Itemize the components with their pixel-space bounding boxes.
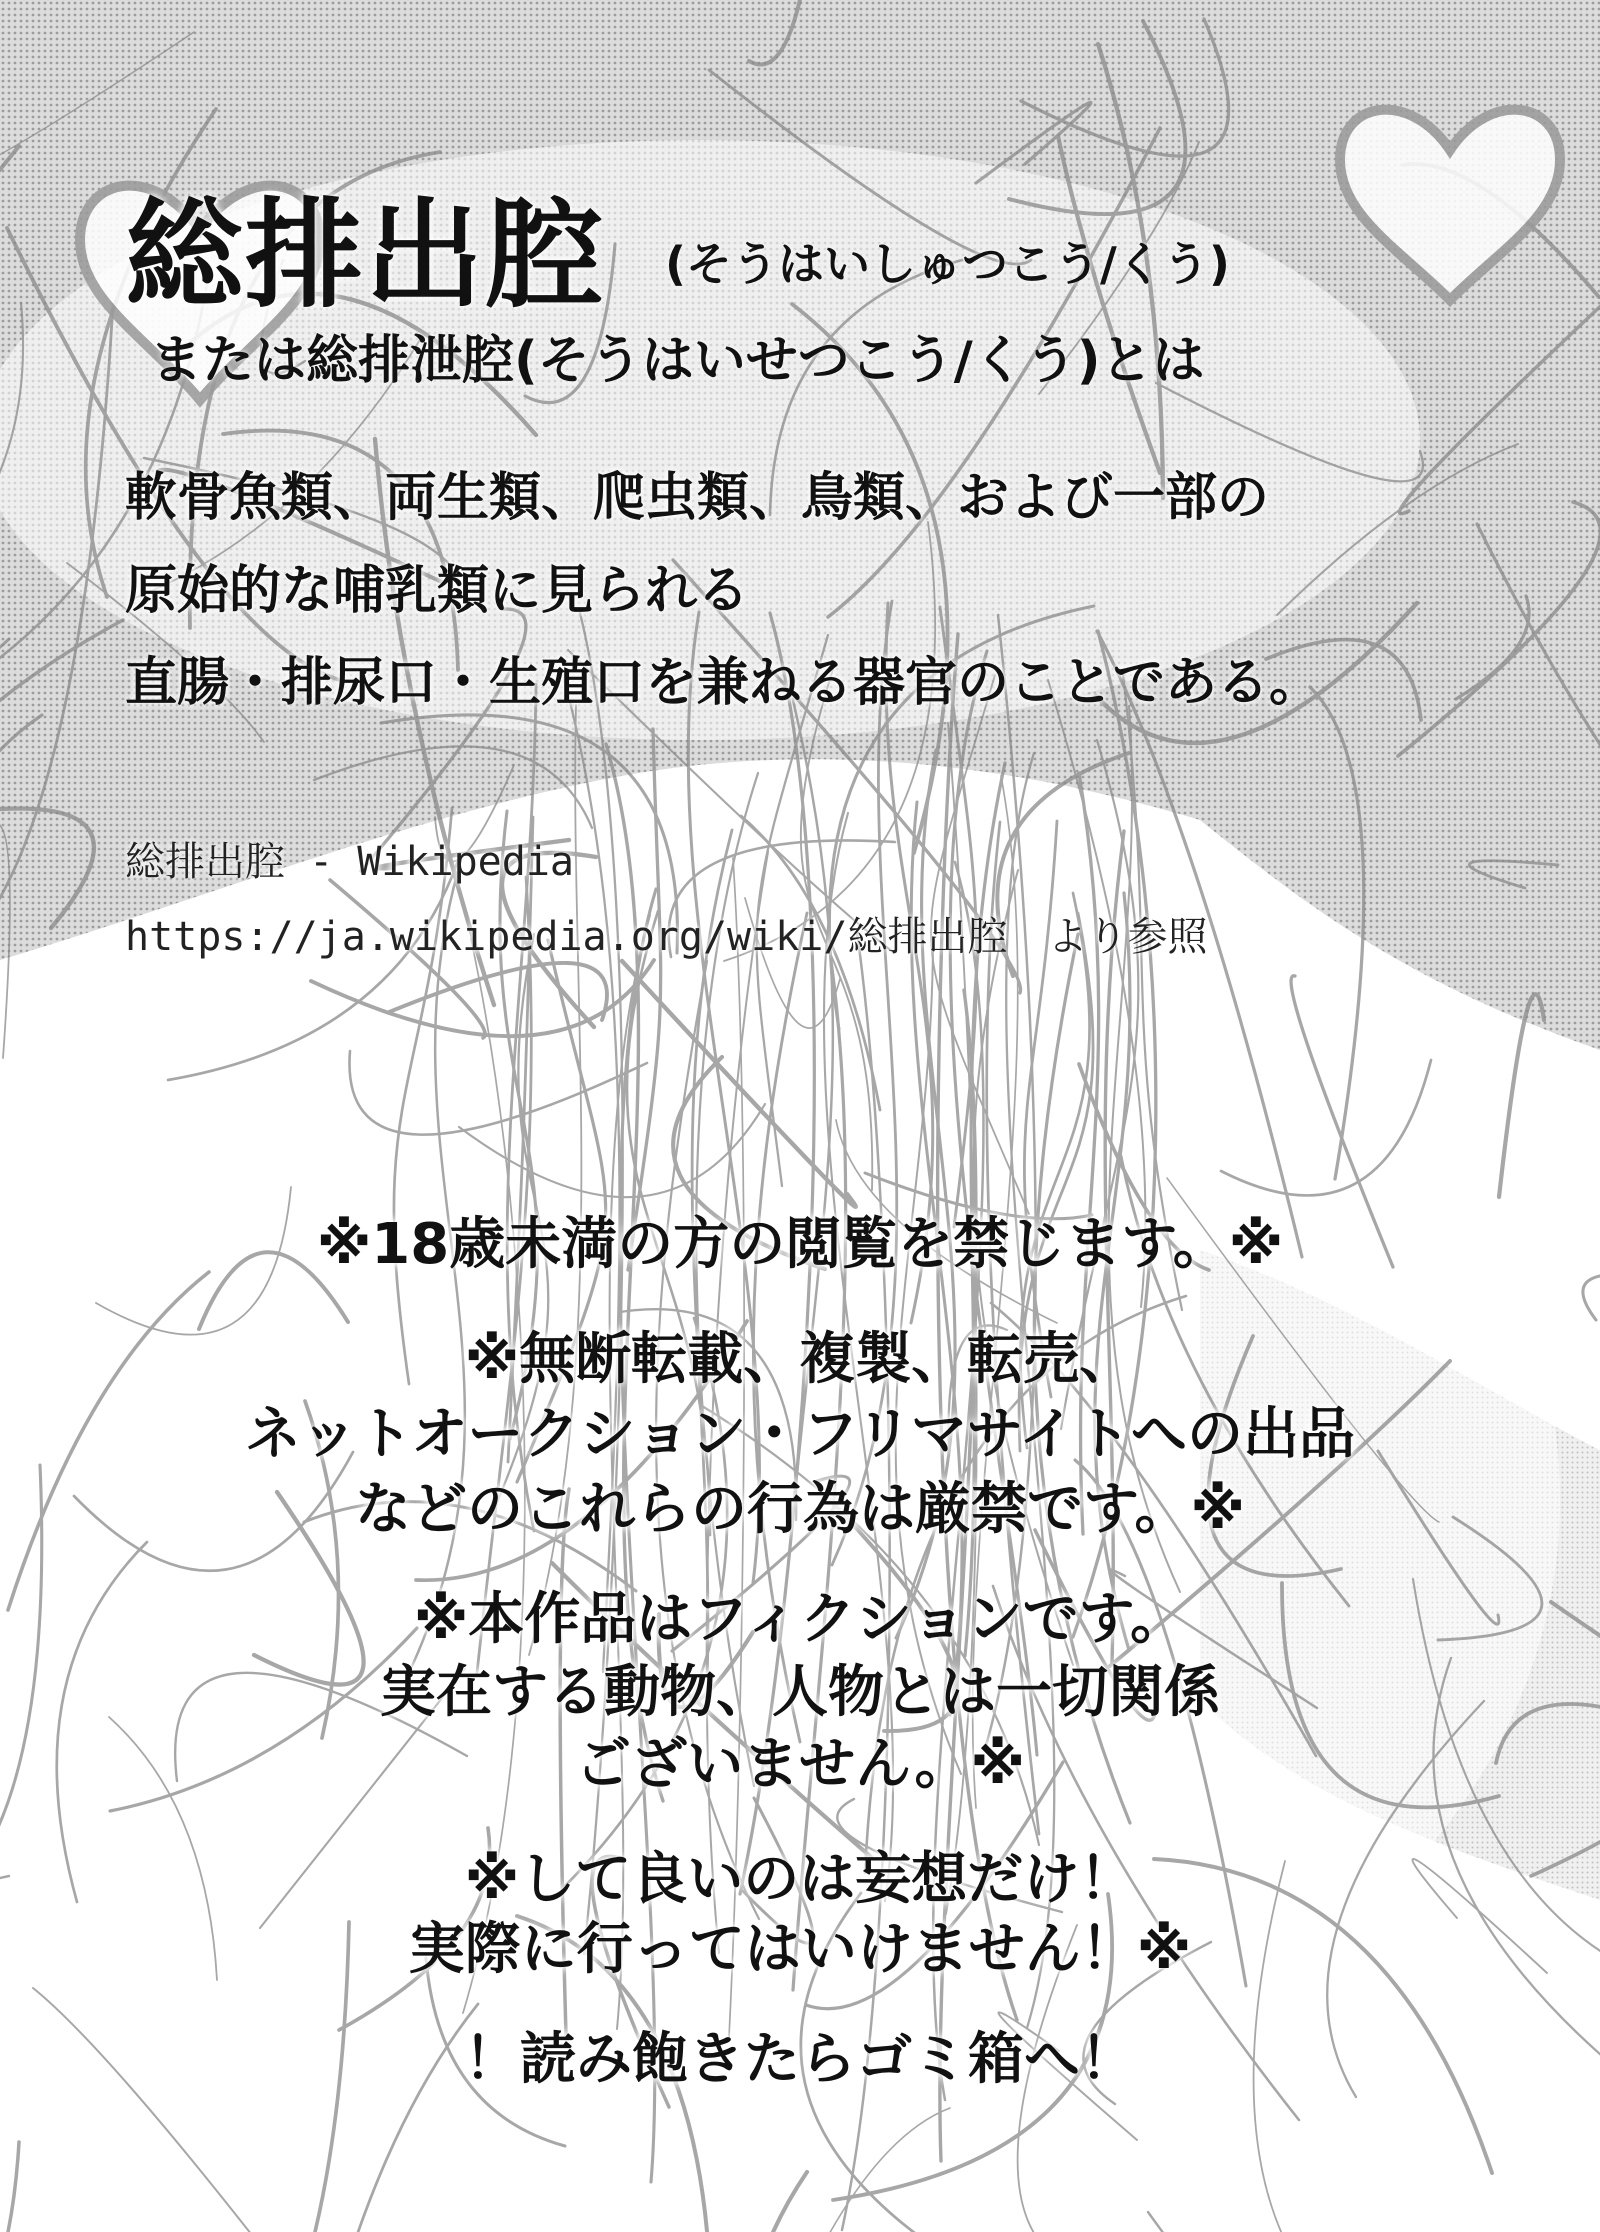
age-restriction-notice: ※18歳未満の方の閲覧を禁じます。※ <box>316 1212 1284 1277</box>
title-reading: (そうはいしゅつこう/くう) <box>665 237 1230 291</box>
fiction-notice-line: ございません。※ <box>575 1732 1025 1797</box>
copyright-notice-line: ネットオークション・フリマサイトへの出品 <box>245 1402 1355 1467</box>
fantasy-notice-line: 実際に行ってはいけません！※ <box>408 1917 1192 1982</box>
definition-line: 直腸・排尿口・生殖口を兼ねる器官のことである。 <box>125 653 1322 713</box>
copyright-notice-line: ※無断転載、複製、転売、 <box>464 1327 1136 1392</box>
reference-url: https://ja.wikipedia.org/wiki/総排出腔 より参照 <box>125 914 1208 960</box>
definition-line: 原始的な哺乳類に見られる <box>125 561 750 621</box>
trash-notice: ！読み飽きたらゴミ箱へ！ <box>464 2027 1136 2092</box>
alternate-name: または総排泄腔(そうはいせつこう/くう)とは <box>150 331 1205 391</box>
page-title: 総排出腔 <box>125 186 606 324</box>
fantasy-notice-line: ※して良いのは妄想だけ！ <box>464 1847 1136 1912</box>
definition-line: 軟骨魚類、両生類、爬虫類、鳥類、および一部の <box>125 468 1270 528</box>
copyright-notice-line: などのこれらの行為は厳禁です。※ <box>355 1477 1245 1542</box>
fiction-notice-line: ※本作品はフィクションです。 <box>413 1587 1187 1652</box>
fiction-notice-line: 実在する動物、人物とは一切関係 <box>380 1660 1220 1725</box>
reference-source: 総排出腔 - Wikipedia <box>125 839 574 885</box>
